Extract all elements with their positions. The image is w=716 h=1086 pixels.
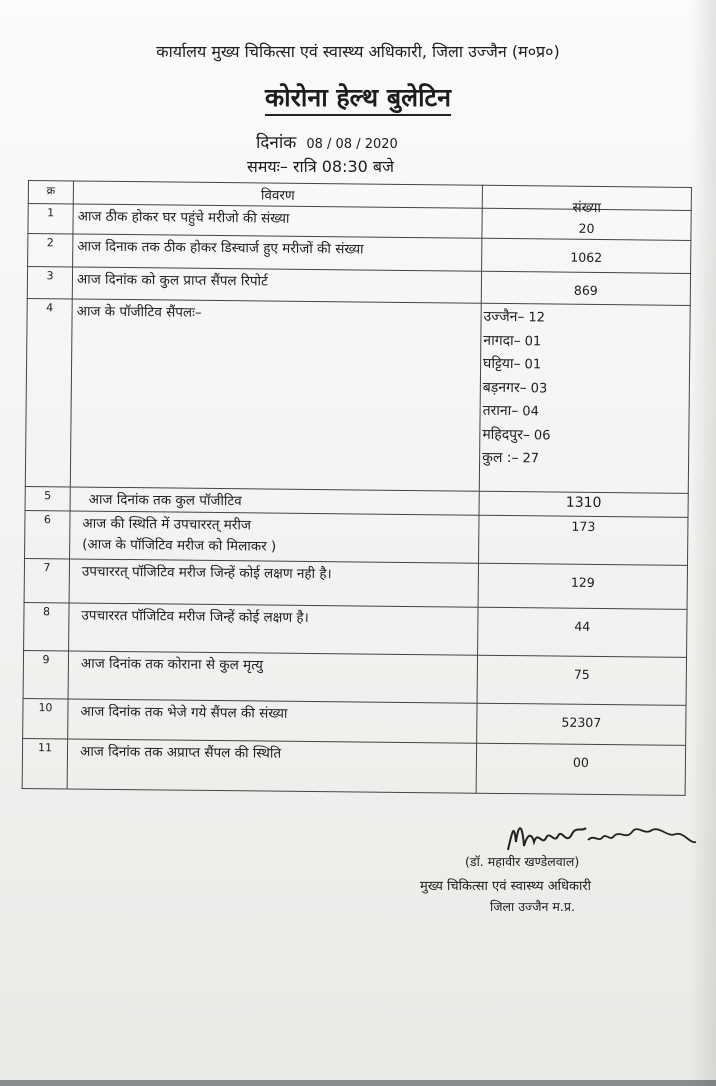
row-description: उपचाररत् पॉजिटिव मरीज जिन्हें कोई लक्षण नही है।	[69, 559, 478, 607]
row-value: 00	[476, 743, 686, 795]
row-description: आज दिनांक तक कोराना से कुल मृत्यु	[68, 651, 477, 703]
table-row	[22, 738, 685, 795]
row-serial: 5	[25, 486, 70, 510]
row-description: आज दिनाक तक ठीक होकर डिस्चार्ज हुए मरीजों की संख्या	[73, 234, 482, 271]
table-row	[24, 602, 687, 657]
row-description: आज ठीक होकर घर पहुंचे मरीजो की संख्या	[73, 204, 482, 238]
row-description: आज दिनांक तक अप्राप्त सैंपल की स्थिति	[67, 739, 477, 793]
row-value: 129	[478, 563, 687, 609]
page-shadow	[690, 0, 716, 1086]
row-value: 1310	[479, 491, 688, 517]
row-value: 1062	[482, 238, 691, 273]
date-value: 08 / 08 / 2020	[306, 137, 398, 152]
row-value: 52307	[477, 703, 686, 745]
row-description: आज की स्थिति में उपचाररत् मरीज (आज के पॉजिटिव मरीज को मिलाकर )	[70, 511, 479, 563]
row-value: 44	[478, 607, 687, 657]
row-description: उपचाररत पॉजिटिव मरीज जिन्हें कोई लक्षण है।	[69, 603, 478, 655]
row-description: आज दिनांक तक भेजे गये सैंपल की संख्या	[68, 699, 477, 743]
count-column-label: संख्या	[572, 199, 601, 217]
officer-designation: मुख्य चिकित्सा एवं स्वास्थ्य अधिकारी	[420, 879, 592, 894]
row-serial: 1	[28, 204, 73, 234]
row-value: 173	[479, 515, 688, 565]
list-item: उज्जैन– 12	[483, 308, 546, 326]
row-description: आज दिनांक तक कुल पॉजीटिव	[70, 487, 479, 515]
date-line	[256, 130, 398, 153]
table-row	[23, 650, 686, 705]
header-description: विवरण	[73, 181, 482, 208]
officer-district: जिला उज्जैन म.प्र.	[490, 899, 575, 914]
table-row	[25, 510, 688, 565]
row-value-text: 20	[578, 220, 595, 236]
officer-name: (डॉ. महावीर खण्डेलवाल)	[465, 854, 580, 869]
date-label: दिनांक	[256, 133, 297, 153]
positive-samples-list	[479, 303, 690, 493]
row-serial: 9	[23, 650, 69, 698]
list-item: घट्टिया– 01	[483, 355, 542, 373]
row-value	[482, 199, 691, 240]
row-value: 75	[477, 655, 686, 705]
list-item: बड़नगर– 03	[482, 379, 548, 396]
list-item: तराना– 04	[482, 402, 539, 420]
row-serial: 11	[22, 738, 68, 788]
page-bottom-edge	[0, 1080, 716, 1086]
row-value: 869	[481, 271, 690, 305]
list-item: नागदा– 01	[483, 332, 542, 349]
row-serial: 8	[24, 602, 70, 650]
office-heading: कार्यालय मुख्य चिकित्सा एवं स्वास्थ्य अधिकारी, जिला उज्जैन (म०प्र०)	[156, 42, 560, 61]
row-serial: 4	[25, 298, 72, 486]
bulletin-table	[22, 180, 692, 796]
time-line: समयः– रात्रि 08:30 बजे	[247, 157, 394, 176]
header-serial: क्र	[28, 181, 73, 204]
list-item-total: कुल :– 27	[482, 449, 540, 467]
row-description: आज दिनांक को कुल प्राप्त सैंपल रिपोर्ट	[72, 267, 481, 303]
bulletin-title: कोरोना हेल्थ बुलेटिन	[0, 80, 716, 114]
row-description-note: (आज के पॉजिटिव मरीज को मिलाकर )	[82, 536, 277, 555]
table-row	[24, 558, 687, 609]
row-serial: 2	[28, 234, 73, 267]
row-serial: 6	[25, 510, 71, 558]
row-serial: 7	[24, 558, 69, 602]
row-serial: 10	[23, 698, 68, 738]
list-item: महिदपुर– 06	[482, 426, 551, 443]
table-row	[23, 698, 686, 745]
row-description: आज के पॉजीटिव सैंपलः–	[70, 299, 481, 491]
table-row	[25, 298, 690, 493]
row-serial: 3	[27, 267, 72, 299]
